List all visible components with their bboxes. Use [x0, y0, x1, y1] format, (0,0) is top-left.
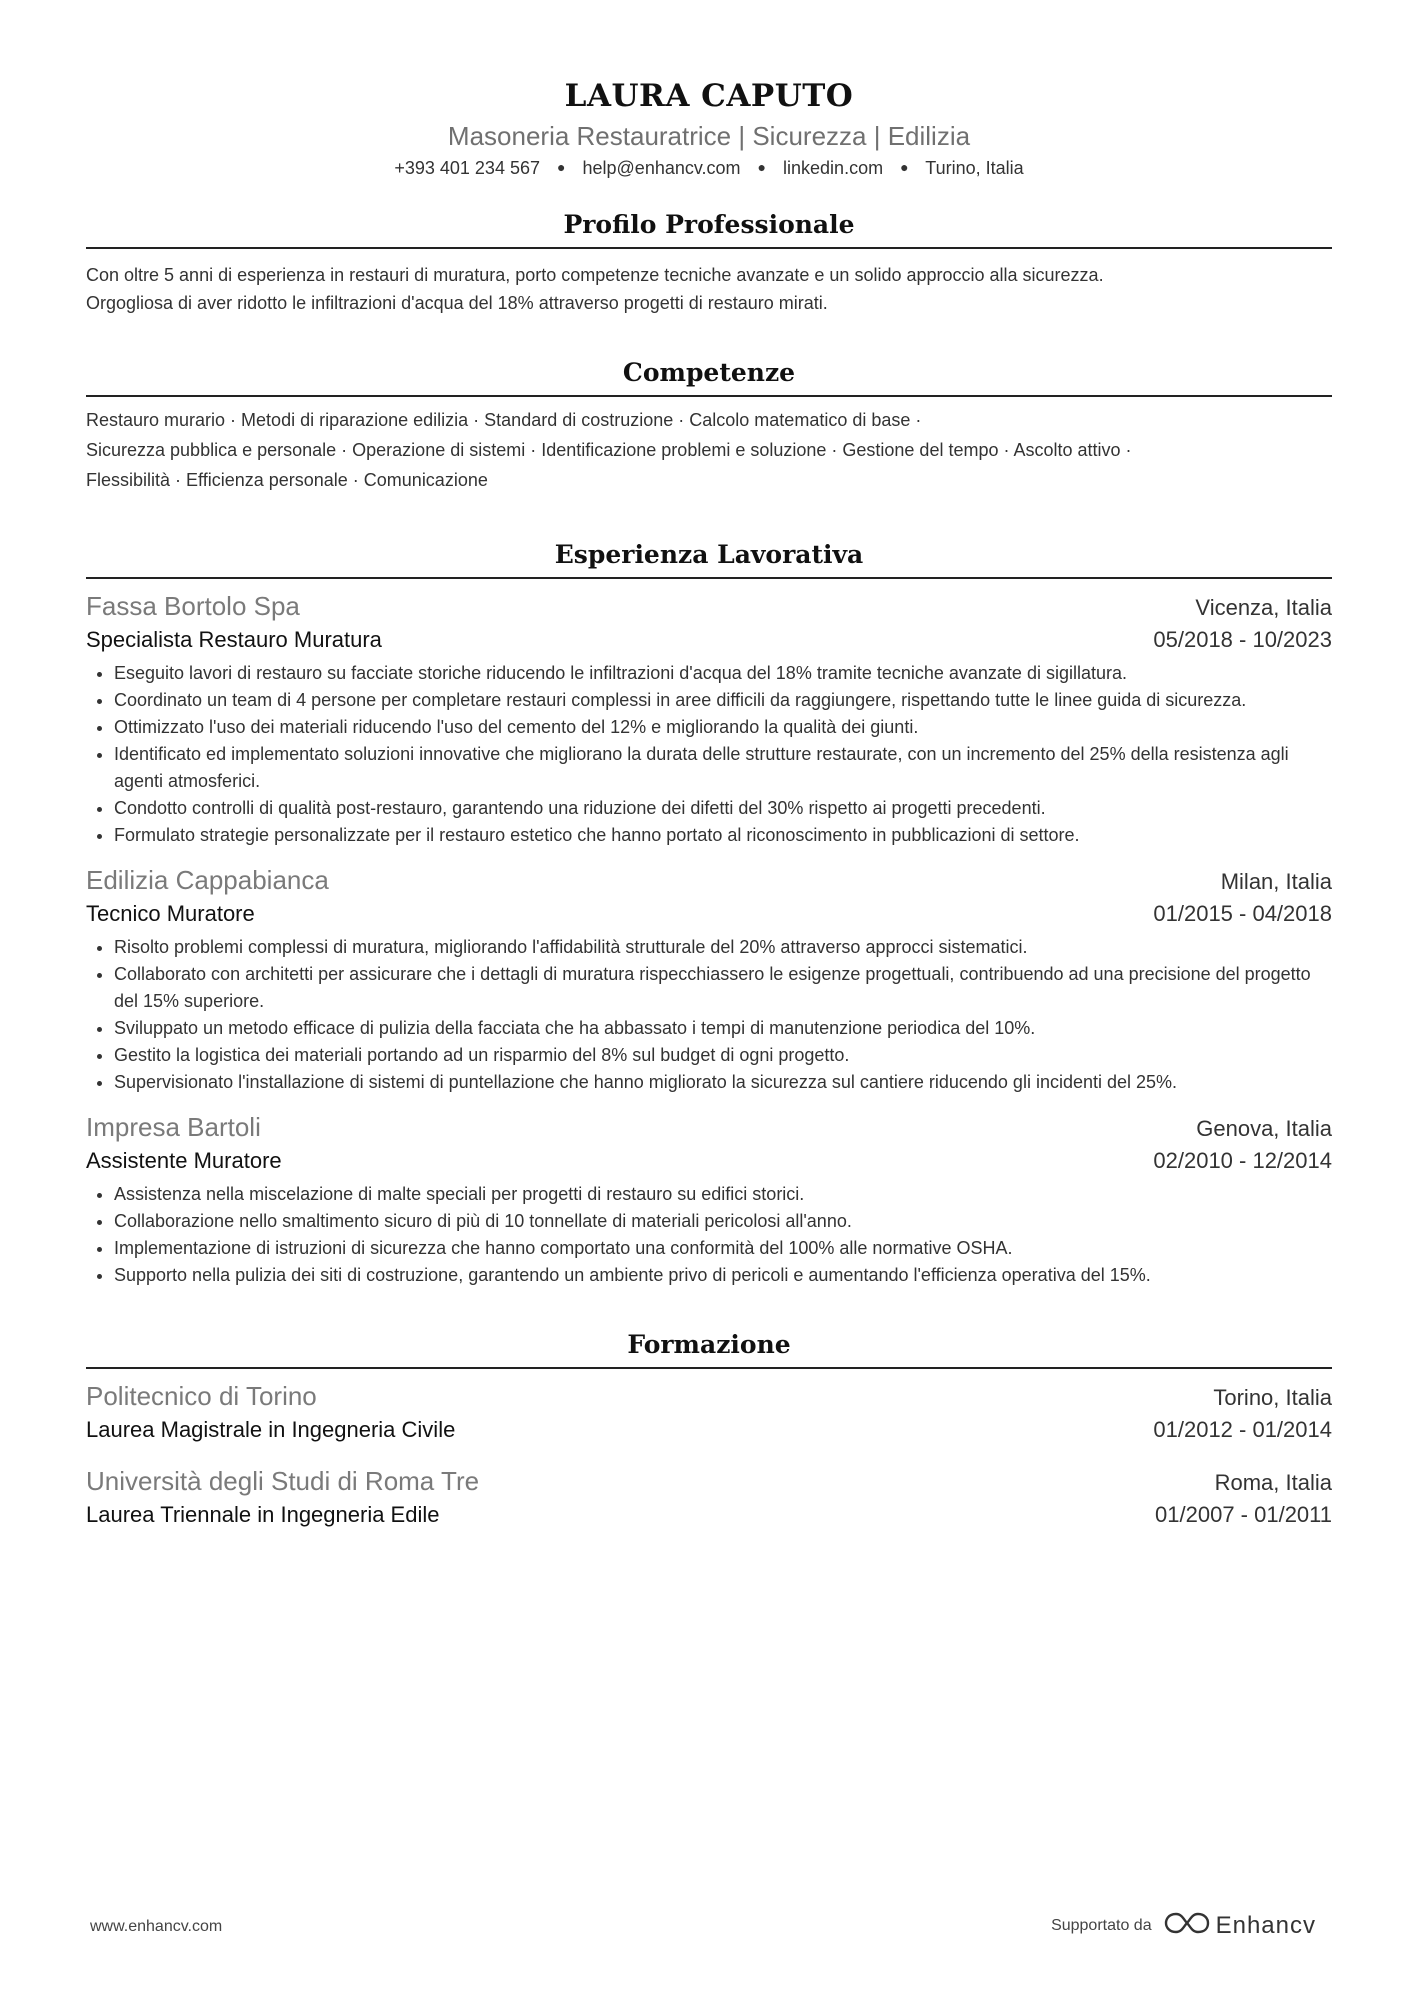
phone-number: +393 401 234 567 [394, 158, 540, 178]
education-entry [86, 1464, 1332, 1531]
section-title-experience: Esperienza Lavorativa [86, 537, 1332, 579]
bullet-separator-icon: ● [557, 159, 566, 175]
job-entry-header [86, 589, 1332, 624]
job-dates: 05/2018 - 10/2023 [1153, 627, 1332, 652]
brand-name: Enhancv [1215, 1911, 1316, 1939]
job-entry-subheader [86, 898, 1332, 930]
school-location: Torino, Italia [1213, 1385, 1332, 1410]
candidate-name: LAURA CAPUTO [564, 78, 854, 114]
education-entry-subheader [86, 1414, 1332, 1446]
job-entry [86, 1110, 1332, 1289]
job-location: Genova, Italia [1196, 1116, 1332, 1141]
achievement-item: • Assistenza nella miscelazione di malte speciali per progetti di restauro su edifici storici. [114, 1181, 1332, 1208]
education-section [86, 1327, 1332, 1531]
education-dates: 01/2007 - 01/2011 [1155, 1502, 1332, 1527]
job-entry-subheader [86, 624, 1332, 656]
email-link[interactable]: help@enhancv.com [582, 158, 741, 178]
education-dates: 01/2012 - 01/2014 [1153, 1417, 1332, 1442]
profile-summary [86, 261, 1332, 317]
job-entry-subheader [86, 1145, 1332, 1177]
achievement-item: • Identificato ed implementato soluzioni innovative che migliorano la durata delle strutture restaurate, con un incremento del 25% della resistenza agli agenti atmosferici. [114, 741, 1332, 795]
achievement-item: • Coordinato un team di 4 persone per completare restauri complessi in aree difficili da raggiungere, rispettando tutte le linee guida di sicurezza. [114, 687, 1332, 714]
job-entry [86, 863, 1332, 1096]
job-title: Specialista Restauro Muratura [86, 627, 382, 652]
page-footer [90, 1910, 1316, 1950]
section-title-education: Formazione [86, 1327, 1332, 1369]
education-entry-header [86, 1379, 1332, 1414]
job-entry-header [86, 863, 1332, 898]
education-entry-subheader [86, 1499, 1332, 1531]
skills-line: Flessibilità · Efficienza personale · Comunicazione [86, 470, 488, 490]
achievement-item: • Gestito la logistica dei materiali portando ad un risparmio del 8% sul budget di ogni progetto. [114, 1042, 1332, 1069]
profile-summary-line: Orgogliosa di aver ridotto le infiltrazioni d'acqua del 18% attraverso progetti di restauro mirati. [86, 293, 828, 313]
resume-page [86, 0, 1332, 1531]
job-achievements [86, 1181, 1332, 1289]
job-location: Vicenza, Italia [1195, 595, 1332, 620]
degree-name: Laurea Magistrale in Ingegneria Civile [86, 1417, 456, 1442]
profile-section [86, 207, 1332, 317]
school-location: Roma, Italia [1214, 1470, 1332, 1495]
job-location: Milan, Italia [1220, 869, 1332, 894]
company-name: Edilizia Cappabianca [86, 865, 329, 895]
achievement-item: • Supporto nella pulizia dei siti di costruzione, garantendo un ambiente privo di pericoli e aumentando l'efficienza operativa del 15%. [114, 1262, 1332, 1289]
experience-section [86, 537, 1332, 1289]
school-name: Politecnico di Torino [86, 1381, 317, 1411]
education-entry [86, 1379, 1332, 1446]
degree-name: Laurea Triennale in Ingegneria Edile [86, 1502, 440, 1527]
footer-branding [1051, 1910, 1316, 1941]
achievement-item: • Risolto problemi complessi di muratura, migliorando l'affidabilità strutturale del 20% attraverso approcci sistematici. [114, 934, 1332, 961]
skills-line: Sicurezza pubblica e personale · Operazione di sistemi · Identificazione problemi e soluzione · Gestione del tempo · Ascolto attivo · [86, 440, 1132, 460]
job-entry-header [86, 1110, 1332, 1145]
achievement-item: • Formulato strategie personalizzate per il restauro estetico che hanno portato al riconoscimento in pubblicazioni di settore. [114, 822, 1332, 849]
footer-website-link[interactable]: www.enhancv.com [90, 1918, 223, 1935]
job-dates: 02/2010 - 12/2014 [1153, 1148, 1332, 1173]
achievement-item: • Collaborato con architetti per assicurare che i dettagli di muratura rispecchiassero le esigenze progettuali, contribuendo ad una precisione del progetto del 15% superiore. [114, 961, 1332, 1015]
job-title: Assistente Muratore [86, 1148, 282, 1173]
candidate-location: Turino, Italia [925, 158, 1024, 178]
section-title-skills: Competenze [86, 355, 1332, 397]
achievement-item: • Supervisionato l'installazione di sistemi di puntellazione che hanno migliorato la sicurezza sul cantiere riducendo gli incidenti del 25%. [114, 1069, 1332, 1096]
contact-info [86, 154, 1332, 181]
job-title: Tecnico Muratore [86, 901, 255, 926]
achievement-item: • Ottimizzato l'uso dei materiali riducendo l'uso del cemento del 12% e migliorando la qualità dei giunti. [114, 714, 1332, 741]
achievement-item: • Eseguito lavori di restauro su facciate storiche riducendo le infiltrazioni d'acqua del 18% tramite tecniche avanzate di sigillatura. [114, 660, 1332, 687]
job-dates: 01/2015 - 04/2018 [1153, 901, 1332, 926]
powered-by-label: Supportato da [1051, 1916, 1152, 1934]
achievement-item: • Sviluppato un metodo efficace di pulizia della facciata che ha abbassato i tempi di manutenzione periodica del 10%. [114, 1015, 1332, 1042]
section-title-profile: Profilo Professionale [86, 207, 1332, 249]
achievement-item: • Condotto controlli di qualità post-restauro, garantendo una riduzione dei difetti del 30% rispetto ai progetti precedenti. [114, 795, 1332, 822]
bullet-separator-icon: ● [757, 159, 767, 175]
school-name: Università degli Studi di Roma Tre [86, 1466, 480, 1496]
bullet-separator-icon: ● [900, 159, 909, 175]
job-entry [86, 589, 1332, 849]
skills-line: Restauro murario · Metodi di riparazione edilizia · Standard di costruzione · Calcolo matematico di base · [86, 410, 922, 430]
achievement-item: • Collaborazione nello smaltimento sicuro di più di 10 tonnellate di materiali pericolosi all'anno. [114, 1208, 1332, 1235]
company-name: Impresa Bartoli [86, 1112, 261, 1142]
education-entry-header [86, 1464, 1332, 1499]
linkedin-link[interactable]: linkedin.com [783, 158, 884, 178]
company-name: Fassa Bortolo Spa [86, 591, 300, 621]
achievement-item: • Implementazione di istruzioni di sicurezza che hanno comportato una conformità del 100% alle normative OSHA. [114, 1235, 1332, 1262]
skills-list [86, 405, 1332, 495]
enhancv-logo-icon [1164, 1910, 1210, 1941]
skills-section [86, 355, 1332, 495]
profile-summary-line: Con oltre 5 anni di esperienza in restauri di muratura, porto competenze tecniche avanzate e un solido approccio alla sicurezza. [86, 265, 1104, 285]
job-achievements [86, 660, 1332, 849]
candidate-headline: Masoneria Restauratrice | Sicurezza | Edilizia [447, 121, 971, 151]
resume-header [86, 0, 1332, 181]
job-achievements [86, 934, 1332, 1096]
